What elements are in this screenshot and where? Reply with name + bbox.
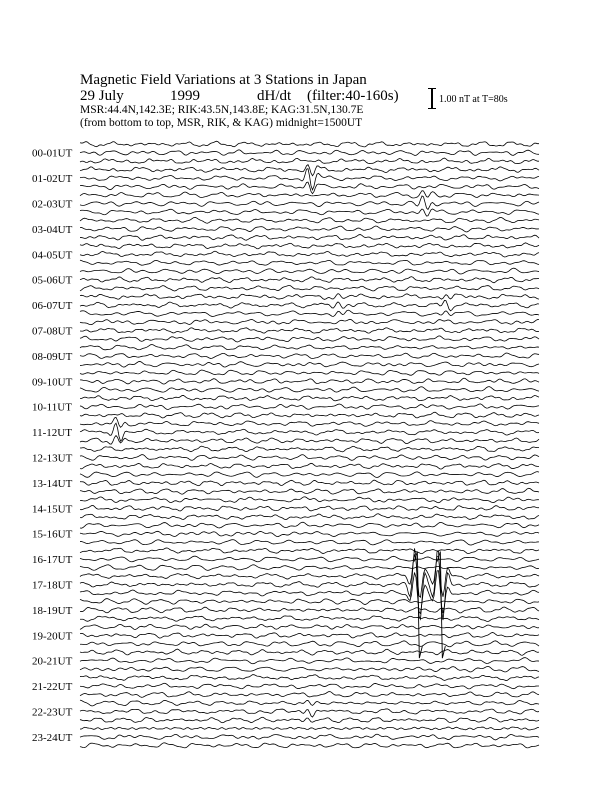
trace-RIK-14-15UT [80, 505, 539, 511]
trace-MSR-03-04UT [80, 235, 539, 241]
trace-MSR-22-23UT [80, 717, 539, 722]
trace-KAG-14-15UT [80, 497, 539, 503]
row-label-05-06UT: 05-06UT [32, 274, 73, 287]
row-label-18-19UT: 18-19UT [32, 604, 73, 617]
row-label-20-21UT: 20-21UT [32, 655, 73, 668]
station-coordinates: MSR:44.4N,142.3E; RIK:43.5N,143.8E; KAG:31.5N,130.7E [80, 104, 364, 116]
row-label-13-14UT: 13-14UT [32, 477, 73, 490]
chart-title: Magnetic Field Variations at 3 Stations in Japan [80, 72, 367, 88]
trace-KAG-00-01UT [80, 141, 539, 147]
trace-RIK-03-04UT [80, 226, 539, 232]
row-label-22-23UT: 22-23UT [32, 706, 73, 719]
trace-RIK-19-20UT [80, 632, 539, 638]
trace-RIK-05-06UT [80, 277, 539, 283]
trace-MSR-23-24UT [80, 743, 539, 748]
trace-MSR-20-21UT [80, 666, 539, 672]
trace-KAG-18-19UT [80, 599, 539, 605]
trace-MSR-13-14UT [80, 488, 539, 494]
trace-MSR-09-10UT [80, 387, 539, 392]
trace-RIK-22-23UT [80, 709, 539, 717]
trace-KAG-06-07UT [80, 294, 539, 300]
trace-KAG-13-14UT [80, 472, 539, 478]
row-label-08-09UT: 08-09UT [32, 350, 73, 363]
row-label-12-13UT: 12-13UT [32, 452, 73, 465]
trace-RIK-00-01UT [80, 150, 539, 156]
trace-KAG-10-11UT [80, 395, 539, 400]
trace-MSR-01-02UT [80, 182, 539, 194]
date-year: 1999 [170, 88, 200, 104]
trace-RIK-04-05UT [80, 251, 539, 257]
row-label-03-04UT: 03-04UT [32, 223, 73, 236]
trace-KAG-05-06UT [80, 268, 539, 274]
trace-RIK-16-17UT [80, 556, 539, 562]
trace-RIK-11-12UT [80, 423, 539, 441]
row-label-10-11UT: 10-11UT [32, 401, 72, 414]
row-label-17-18UT: 17-18UT [32, 579, 73, 592]
trace-MSR-08-09UT [80, 361, 539, 367]
trace-MSR-15-16UT [80, 540, 539, 545]
row-label-14-15UT: 14-15UT [32, 503, 73, 516]
trace-MSR-06-07UT [80, 310, 539, 316]
trace-MSR-18-19UT [80, 616, 539, 622]
trace-KAG-20-21UT [80, 649, 539, 655]
trace-MSR-04-05UT [80, 260, 539, 265]
trace-MSR-10-11UT [80, 412, 539, 418]
trace-MSR-12-13UT [80, 463, 539, 469]
trace-MSR-00-01UT [80, 158, 539, 164]
row-label-06-07UT: 06-07UT [32, 300, 73, 313]
trace-KAG-08-09UT [80, 345, 539, 350]
trace-KAG-21-22UT [80, 675, 539, 681]
trace-MSR-19-20UT [80, 641, 539, 647]
trace-KAG-09-10UT [80, 370, 539, 375]
trace-KAG-15-16UT [80, 522, 539, 528]
date-day: 29 July [80, 88, 124, 104]
row-label-07-08UT: 07-08UT [32, 325, 73, 338]
row-label-00-01UT: 00-01UT [32, 147, 73, 160]
trace-KAG-04-05UT [80, 243, 539, 249]
row-label-21-22UT: 21-22UT [32, 681, 73, 694]
trace-RIK-20-21UT [80, 658, 539, 664]
trace-RIK-18-19UT [80, 607, 539, 613]
trace-RIK-13-14UT [80, 480, 539, 486]
quantity-label: dH/dt [257, 88, 292, 104]
trace-MSR-14-15UT [80, 514, 539, 520]
trace-KAG-23-24UT [80, 727, 539, 730]
row-label-23-24UT: 23-24UT [32, 731, 73, 744]
trace-MSR-02-03UT [80, 209, 539, 216]
trace-MSR-11-12UT [80, 436, 539, 445]
row-label-04-05UT: 04-05UT [32, 249, 73, 262]
trace-MSR-21-22UT [80, 692, 539, 698]
row-label-11-12UT: 11-12UT [32, 427, 72, 440]
row-label-01-02UT: 01-02UT [32, 173, 73, 186]
trace-KAG-02-03UT [80, 191, 539, 198]
trace-KAG-19-20UT [80, 624, 539, 629]
filter-label: (filter:40-160s) [307, 88, 399, 104]
trace-KAG-22-23UT [80, 700, 539, 706]
trace-KAG-12-13UT [80, 446, 539, 452]
trace-KAG-16-17UT [80, 548, 539, 554]
trace-KAG-03-04UT [80, 217, 539, 223]
trace-RIK-02-03UT [80, 196, 539, 210]
trace-MSR-07-08UT [80, 336, 539, 342]
row-label-16-17UT: 16-17UT [32, 554, 73, 567]
row-label-02-03UT: 02-03UT [32, 198, 73, 211]
trace-RIK-15-16UT [80, 531, 539, 536]
scale-label: 1.00 nT at T=80s [439, 94, 508, 105]
row-label-15-16UT: 15-16UT [32, 528, 73, 541]
trace-MSR-05-06UT [80, 286, 539, 291]
trace-MSR-16-17UT [80, 565, 539, 571]
trace-KAG-17-18UT [80, 554, 539, 597]
trace-RIK-07-08UT [80, 328, 539, 333]
row-label-09-10UT: 09-10UT [32, 376, 73, 389]
trace-order-note: (from bottom to top, MSR, RIK, & KAG) midnight=1500UT [80, 117, 363, 129]
trace-RIK-21-22UT [80, 683, 539, 689]
trace-RIK-23-24UT [80, 734, 539, 740]
trace-KAG-11-12UT [80, 417, 539, 427]
trace-RIK-09-10UT [80, 378, 539, 384]
trace-RIK-12-13UT [80, 455, 539, 461]
trace-RIK-06-07UT [80, 300, 539, 310]
trace-RIK-10-11UT [80, 404, 539, 409]
trace-KAG-07-08UT [80, 319, 539, 324]
trace-RIK-08-09UT [80, 353, 539, 358]
row-label-19-20UT: 19-20UT [32, 630, 73, 643]
